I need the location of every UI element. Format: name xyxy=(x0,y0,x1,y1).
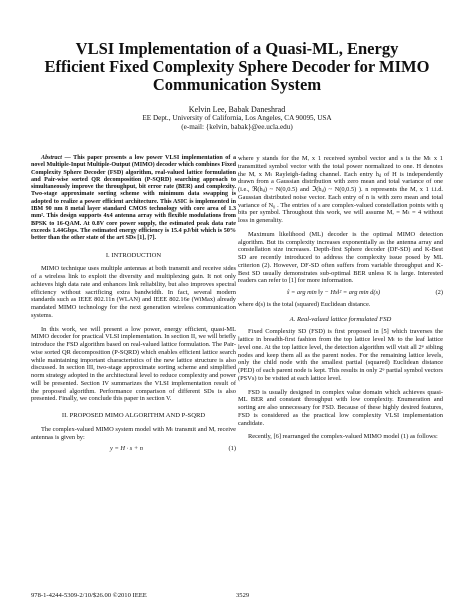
email: (e-mail: {kelvin, babak}@ee.ucla.edu) xyxy=(181,123,293,132)
distance-paragraph: where d(s) is the total (squared) Euclidean distance. xyxy=(238,300,371,308)
equation-1 xyxy=(31,445,236,453)
right-column xyxy=(238,155,443,441)
model-paragraph: where y stands for the Mᵣ x 1 received symbol vector and s is the Mₜ x 1 transmitted symbol vector with the total power normalized to one. H denotes the Mᵣ x Mₜ Rayleigh-fading channel. Each entry hᵢⱼ of H is independently drawn from a Gaussian distribution with zero mean and total variance of one (i.e., ℜ(hᵢⱼ) ~ N(0,0.5) and ℑ(hᵢⱼ) ~ N(0,0.5) ). n represents the Mᵣ x 1 i.i.d. Gaussian distributed noise vector. Each entry of n is with zero mean and total variance of N₀ . The entries of s are complex-valued constellation points with q bits per symbol. Throughout this work, we will assume Mᵣ = Mₜ = 4 without loss in generality. xyxy=(238,155,443,224)
equation-2-body: ŝ = arg min ‖y − Hs‖² = arg min d(s) xyxy=(286,289,381,296)
fsd-paragraph-3: Recently, [6] rearranged the complex-valued MIMO model (1) as follows: xyxy=(248,433,438,441)
abstract-text: — This paper presents a low power VLSI implementation of a novel Multiple-Input Multiple-Output (MIMO) decoder which combines Fixed Complexity Sphere Decoder (FSD) algorithm, real-valued lattice formulation and Pair-wise sorted QR decomposition (P-SQRD) searching approach to simultaneously improve the throughput, bit error rate (BER) and complexity. Two-stage approximate sorting scheme with minimum data swapping is adopted to realize a power efficient architecture. This ASIC is implemented in IBM 90 nm 8 metal layer standard CMOS technology with core area of 1.3 mm². This design supports 4x4 antenna array with flexible modulations from BPSK to 16-QAM. At 0.8V core power supply, the estimated peak data rate exceeds 1.44Gbps. The estimated energy efficiency is 15.4 pJ/bit which is 50% better than the other state of the art SDs [1], [7]. xyxy=(31,155,236,242)
equation-2 xyxy=(238,289,443,297)
section-heading-proposed: II. PROPOSED MIMO ALGORITHM AND P-SQRD xyxy=(61,412,206,420)
title-line-3: Communication System xyxy=(152,75,322,94)
page-number: 3529 xyxy=(236,592,250,599)
intro-paragraph-1: MIMO technique uses multiple antennas at both transmit and receive sides of a wireless link to exploit the diversity and multiplexing gain. It not only achieves high data rate and enhances link reliability, but also improves spectral efficiency without sacrificing extra bandwidth. In fact, several modern standards such as IEEE 802.11n (WLAN) and IEEE 802.16e (WiMax) already mandated MIMO technology for the next generation wireless communication systems. xyxy=(31,265,236,319)
affiliation: EE Dept., University of California, Los Angeles, CA 90095, USA xyxy=(142,114,332,123)
subsection-heading-fsd: A. Real-valued lattice formulated FSD xyxy=(289,315,392,323)
fsd-paragraph-2: FSD is usually designed in complex value domain which achieves quasi-ML BER and constant throughput with low complexity. Enumeration and sorting are also unnecessary for FSD. Because of these highly desired features, FSD is considered as the practical low complexity VLSI implementation candidate. xyxy=(238,388,443,427)
ml-paragraph: Maximum likelihood (ML) decoder is the optimal MIMO detection algorithm. But its complexity increases exponentially as the antenna array and constellation size increases. Depth-first Sphere decoder (DF-SD) and K-Best SD are recently introduced to address the complexity issue posed by ML criterion (2). However, DF-SD often suffers from variable throughput and K-Best SD usually demonstrates sub-optimal BER unless K is large. Interested readers can refer to [1] for more information. xyxy=(238,230,443,285)
author-names: Kelvin Lee, Babak Daneshrad xyxy=(188,105,286,114)
paper-title xyxy=(40,40,434,94)
title-line-1: VLSI Implementation of a Quasi-ML, Energy xyxy=(75,39,399,58)
fsd-paragraph-1: Fixed Complexity SD (FSD) is first proposed in [5] which traverses the lattice in breadth-first fashion from the top lattice level Mₜ to the leaf lattice level one. At the top lattice level, the detection algorithm will visit all 2ᵠ sibling nodes and keep them all as the parent nodes. For the remaining lattice levels, only the child node with the smallest partial (squared) Euclidean distance (PED) of each parent node is kept. This results in only 2ᵠ partial symbol vectors (PSVs) to be visited at each lattice level. xyxy=(238,328,443,382)
copyright-line: 978-1-4244-5309-2/10/$26.00 ©2010 IEEE xyxy=(31,592,147,599)
section-heading-introduction: I. INTRODUCTION xyxy=(105,251,162,259)
intro-paragraph-2: In this work, we will present a low power, energy efficient, quasi-ML MIMO decoder for practical VLSI implementation. In section II, we will briefly introduce the FSD algorithm based on real-valued lattice formulation. The Pair-wise sorted QR decomposition (P-SQRD) which enables efficient lattice search while maintaining important characteristics of the new lattice structure is also discussed. In section III, two-stage approximate sorting scheme and simplified norm strategy adopted in the architectural level to reduce complexity and power will be presented. Section IV summarizes the VLSI implementation result of the proposed algorithm. Performance comparison of different SDs is also presented. Finally, we conclude this paper in section V. xyxy=(31,325,236,403)
left-column xyxy=(31,155,236,457)
proposed-paragraph-1: The complex-valued MIMO system model with Mₜ transmit and Mᵣ receive antennas is given by: xyxy=(31,425,236,441)
abstract xyxy=(31,155,236,243)
equation-1-number: (1) xyxy=(228,445,236,453)
equation-2-number: (2) xyxy=(435,289,443,296)
abstract-label: Abstract xyxy=(41,155,62,161)
title-line-2: Efficient Fixed Complexity Sphere Decoder for MIMO xyxy=(44,57,430,76)
equation-1-body: y = H · s + n xyxy=(110,445,143,453)
author-block xyxy=(60,105,414,133)
